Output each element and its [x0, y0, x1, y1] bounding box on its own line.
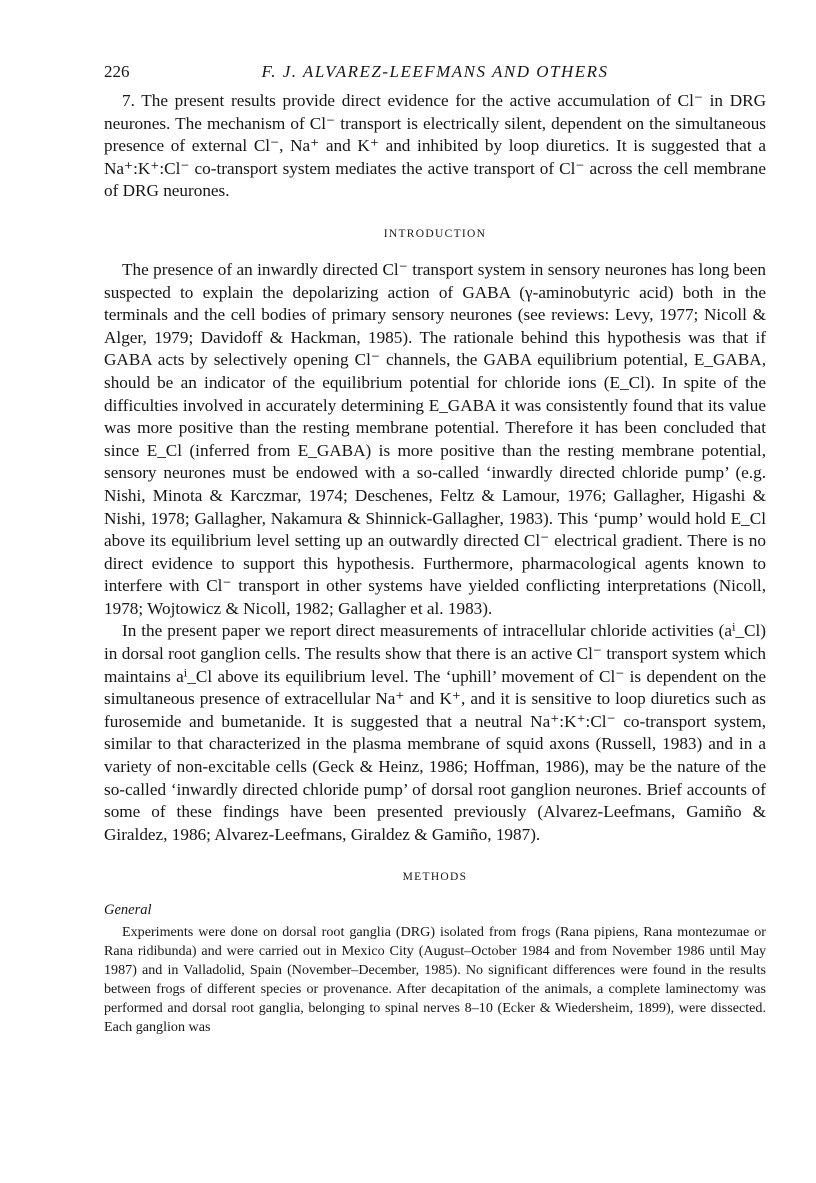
page-number: 226: [104, 62, 130, 81]
journal-page: [104, 56, 766, 1037]
methods-heading: METHODS: [402, 871, 468, 884]
methods-subheading-general: General: [104, 902, 152, 919]
introduction-paragraph-2: In the present paper we report direct measurements of intracellular chloride activities (aⁱ_Cl) in dorsal root ganglion cells. The results show that there is an active Cl⁻ transport system which maintains aⁱ_Cl above its equilibrium level. The ‘uphill’ movement of Cl⁻ is dependent on the simultaneous presence of extracellular Na⁺ and K⁺, and it is sensitive to loop diuretics such as furosemide and bumetanide. It is suggested that a neutral Na⁺:K⁺:Cl⁻ co-transport system, similar to that characterized in the plasma membrane of squid axons (Russell, 1983) and in a variety of non-excitable cells (Geck & Heinz, 1986; Hoffman, 1986), may be the nature of the so-called ‘inwardly directed chloride pump’ of dorsal root ganglion neurones. Brief accounts of some of these findings have been presented previously (Alvarez-Leefmans, Gamiño & Giraldez, 1986; Alvarez-Leefmans, Giraldez & Gamiño, 1987).: [104, 621, 766, 844]
summary-item-7: 7. The present results provide direct evidence for the active accumulation of Cl⁻ in DRG neurones. The mechanism of Cl⁻ transport is electrically silent, dependent on the simultaneous presence of external Cl⁻, Na⁺ and K⁺ and inhibited by loop diuretics. It is suggested that a Na⁺:K⁺:Cl⁻ co-transport system mediates the active transport of Cl⁻ across the cell membrane of DRG neurones.: [104, 91, 766, 201]
running-title: F. J. ALVAREZ-LEEFMANS AND OTHERS: [261, 62, 609, 81]
page-header: [104, 56, 766, 90]
introduction-heading: INTRODUCTION: [383, 227, 487, 240]
methods-paragraph-1: Experiments were done on dorsal root ganglia (DRG) isolated from frogs (Rana pipiens, Rana montezumae or Rana ridibunda) and were carried out in Mexico City (August–October 1984 and from November 1986 until May 1987) and in Valladolid, Spain (November–December, 1985). No significant differences were found in the results between frogs of different species or provenance. After decapitation of the animals, a complete laminectomy was performed and dorsal root ganglia, belonging to spinal nerves 8–10 (Ecker & Wiedersheim, 1899), were dissected. Each ganglion was: [104, 924, 766, 1036]
introduction-paragraph-1: The presence of an inwardly directed Cl⁻ transport system in sensory neurones has long been suspected to explain the depolarizing action of GABA (γ-aminobutyric acid) both in the terminals and the cell bodies of primary sensory neurones (see reviews: Levy, 1977; Nicoll & Alger, 1979; Davidoff & Hackman, 1985). The rationale behind this hypothesis was that if GABA acts by selectively opening Cl⁻ channels, the GABA equilibrium potential, E_GABA, should be an indicator of the equilibrium potential for chloride ions (E_Cl). In spite of the difficulties involved in accurately determining E_GABA it was consistently found that its value was more positive than the resting membrane potential. Therefore it has been concluded that since E_Cl (inferred from E_GABA) is more positive than the resting membrane potential, sensory neurones must be endowed with a so-called ‘inwardly directed chloride pump’ (e.g. Nishi, Minota & Karczmar, 1974; Deschenes, Feltz & Lamour, 1976; Gallagher, Higashi & Nishi, 1978; Gallagher, Nakamura & Shinnick-Gallagher, 1983). This ‘pump’ would hold E_Cl above its equilibrium level setting up an outwardly directed Cl⁻ electrical gradient. There is no direct evidence to support this hypothesis. Furthermore, pharmacological agents known to interfere with Cl⁻ transport in other systems have yielded conflicting interpretations (Nicoll, 1978; Wojtowicz & Nicoll, 1982; Gallagher et al. 1983).: [104, 259, 766, 618]
